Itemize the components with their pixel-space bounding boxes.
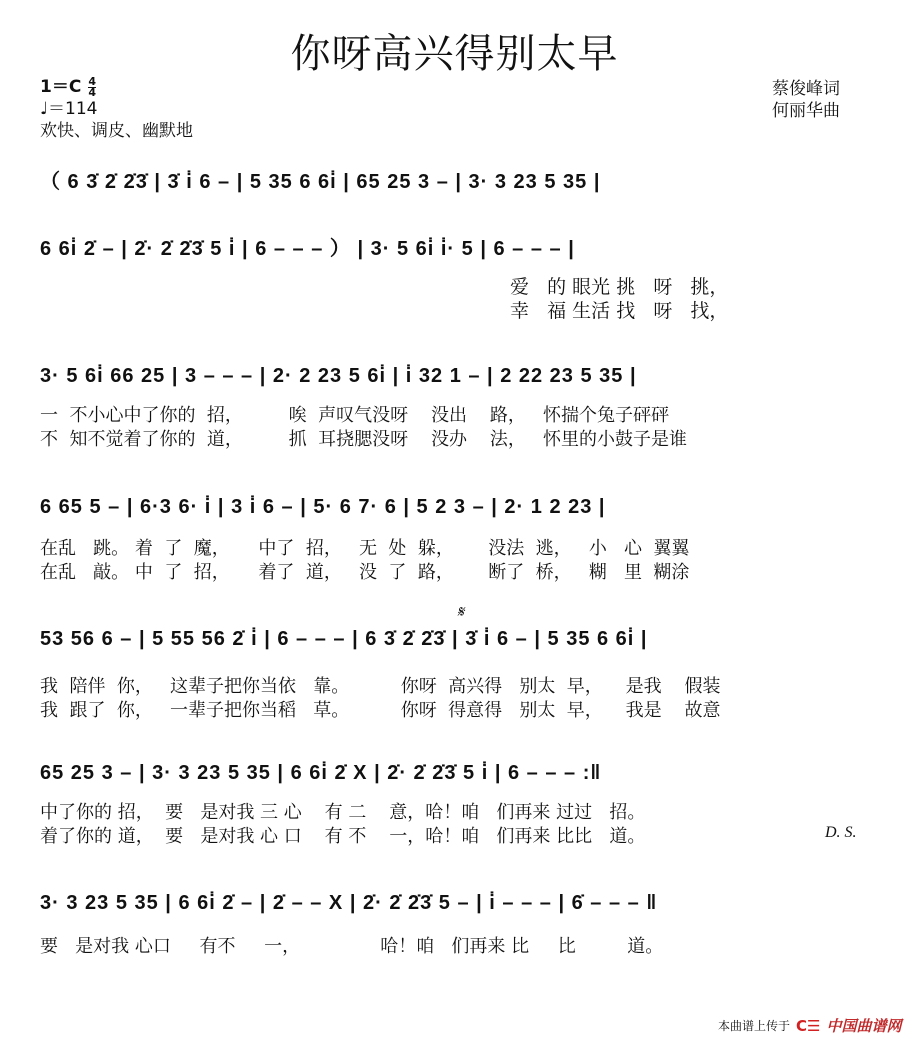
time-sig-top: 4 xyxy=(88,74,96,88)
key-signature xyxy=(40,76,193,98)
lyrics-verse-2: 不 知不觉着了你的 道， 抓 耳挠腮没呀 没办 法， 怀里的小鼓子是谁 xyxy=(40,429,688,450)
segno-sign: 𝄋 xyxy=(457,604,464,621)
score-system-6 xyxy=(40,762,870,852)
lyrics-verse-1: 中了你的 招， 要 是对我 三 心 有 二 意，哈！咱 们再来 过过 招。 xyxy=(40,802,646,823)
notation-line: 3· 5 6i̇ 66 25 | 3 – – – | 2· 2 23 5 6i̇ | i̇ 32 1 – | 2 22 23 5 35 | xyxy=(40,365,637,387)
score-system-4 xyxy=(40,496,870,586)
lyrics-verse-2: 着了你的 道， 要 是对我 心 口 有 不 一，哈！咱 们再来 比比 道。 xyxy=(40,826,646,847)
lyrics-verse-2: 在乱 敲。 中 了 招， 着了 道， 没 了 路， 断了 桥， 糊 里 糊涂 xyxy=(40,562,690,583)
score-system-2 xyxy=(40,232,870,322)
time-signature xyxy=(88,74,96,99)
composer: 何丽华曲 xyxy=(772,101,840,121)
score-info xyxy=(40,76,193,142)
lyrics-verse-1: 在乱 跳。 着 了 魔， 中了 招， 无 处 躲， 没法 逃， 小 心 翼翼 xyxy=(40,538,690,559)
lyrics-verse-2: 幸 福 生活 找 呀 找， xyxy=(510,300,729,322)
dal-segno-marking: D. S. xyxy=(825,824,857,841)
key-label: 1＝C xyxy=(40,77,82,97)
lyrics-verse-1: 爱 的 眼光 挑 呀 挑， xyxy=(510,276,729,298)
score-system-7 xyxy=(40,892,870,962)
credits xyxy=(772,78,840,122)
notation-line: 3· 3 23 5 35 | 6 6i̇ 2̇ – | 2̇ – – X | 2̇· 2̇ 2̇3̇ 5 – | i̇ – – – | 6̇ – – – ‖ xyxy=(40,892,658,914)
site-logo-icon: C☰ xyxy=(796,1016,821,1035)
score-system-3 xyxy=(40,365,870,455)
lyricist: 蔡俊峰词 xyxy=(772,79,840,99)
tempo-marking: ♩＝114 xyxy=(40,99,98,119)
lyrics-verse-1: 我 陪伴 你， 这辈子把你当依 靠。 你呀 高兴得 别太 早， 是我 假装 xyxy=(40,676,721,697)
notation-line: 6 6i̇ 2̇ – | 2̇· 2̇ 2̇3̇ 5 i̇ | 6 – – – ） | 3· 5 6i̇ i̇· 5 | 6 – – – | xyxy=(40,238,575,260)
expression-marking: 欢快、调皮、幽默地 xyxy=(40,121,193,141)
site-name[interactable]: 中国曲谱网 xyxy=(826,1017,902,1035)
notation-line: 65 25 3 – | 3· 3 23 5 35 | 6 6i̇ 2̇ X | 2̇· 2̇ 2̇3̇ 5 i̇ | 6 – – – :‖ xyxy=(40,762,602,784)
lyrics-verse-1: 一 不小心中了你的 招， 唉 声叹气没呀 没出 路， 怀揣个兔子砰砰 xyxy=(40,405,670,426)
source-footer xyxy=(718,1015,902,1036)
notation-line: （ 6 3̇ 2̇ 2̇3̇ | 3̇ i̇ 6 – | 5 35 6 6i̇ | 65 25 3 – | 3· 3 23 5 35 | xyxy=(40,171,601,193)
notation-line: 53 56 6 – | 5 55 56 2̇ i̇ | 6 – – – | 6 3̇ 2̇ 2̇3̇ | 3̇ i̇ 6 – | 5 35 6 6i̇ | xyxy=(40,628,648,650)
score-system-1 xyxy=(40,165,870,195)
time-sig-bottom: 4 xyxy=(88,85,96,99)
lyrics-verse-1: 要 是对我 心口 有不 一， 哈！咱 们再来 比 比 道。 xyxy=(40,936,664,957)
score-system-5 xyxy=(40,604,870,721)
song-title: 你呀高兴得别太早 xyxy=(290,31,619,77)
notation-line: 6 65 5 – | 6·3 6· i̇ | 3 i̇ 6 – | 5· 6 7· 6 | 5 2 3 – | 2· 1 2 23 | xyxy=(40,496,606,518)
lyrics-verse-2: 我 跟了 你， 一辈子把你当稻 草。 你呀 得意得 别太 早， 我是 故意 xyxy=(40,700,721,721)
upload-note: 本曲谱上传于 xyxy=(718,1019,791,1033)
